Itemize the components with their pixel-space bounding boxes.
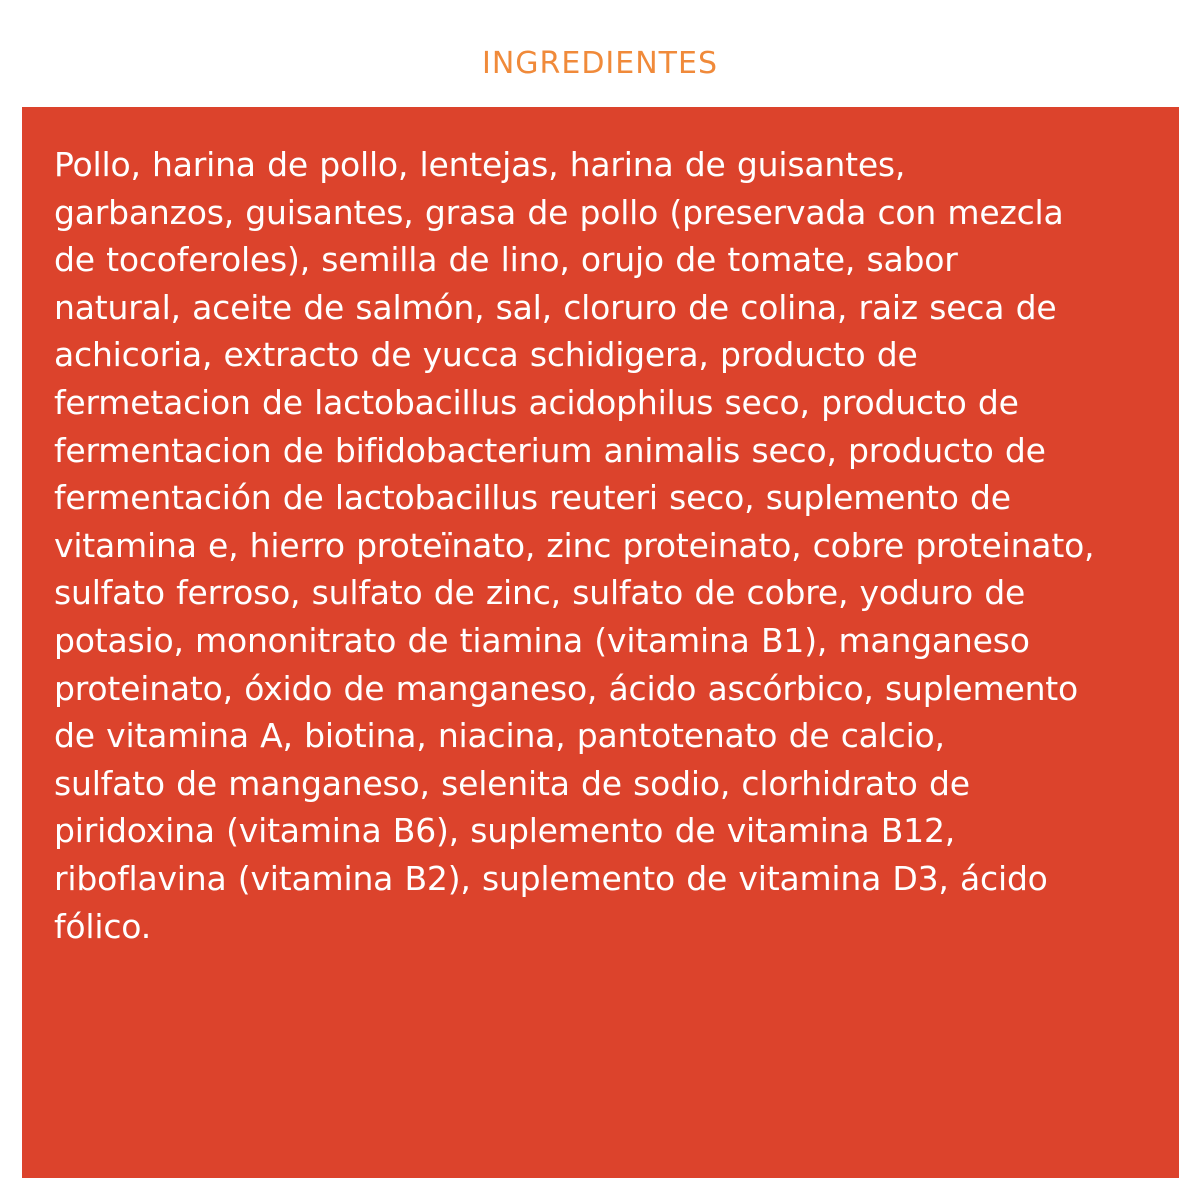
ingredients-line: natural, aceite de salmón, sal, cloruro de colina, raiz seca de — [54, 287, 1057, 327]
ingredients-line: Pollo, harina de pollo, lentejas, harina de guisantes, — [54, 145, 906, 184]
ingredients-panel — [22, 107, 1179, 1178]
ingredients-text — [54, 141, 1164, 950]
ingredients-line: piridoxina (vitamina B6), suplemento de vitamina B12, — [54, 811, 956, 851]
ingredients-line: fermentacion de bifidobacterium animalis seco, producto de — [54, 430, 1046, 470]
ingredients-line: achicoria, extracto de yucca schidigera, producto de — [54, 335, 918, 375]
ingredients-line: proteinato, óxido de manganeso, ácido ascórbico, suplemento — [54, 668, 1079, 708]
ingredients-line: de tocoferoles), semilla de lino, orujo de tomate, sabor — [54, 240, 958, 280]
ingredients-line: fermentación de lactobacillus reuteri seco, suplemento de — [54, 478, 1011, 518]
ingredients-line: potasio, mononitrato de tiamina (vitamina B1), manganeso — [54, 620, 1030, 660]
page-title: INGREDIENTES — [481, 46, 718, 81]
ingredients-line: fólico. — [54, 906, 151, 946]
ingredients-line: sulfato ferroso, sulfato de zinc, sulfato de cobre, yoduro de — [54, 573, 1026, 613]
ingredients-line: vitamina e, hierro proteïnato, zinc proteinato, cobre proteinato, — [54, 525, 1095, 565]
ingredients-line: garbanzos, guisantes, grasa de pollo (preservada con mezcla — [54, 192, 1064, 232]
ingredients-line: riboflavina (vitamina B2), suplemento de vitamina D3, ácido — [54, 858, 1048, 898]
ingredients-line: sulfato de manganeso, selenita de sodio, clorhidrato de — [54, 763, 970, 803]
ingredients-line: fermetacion de lactobacillus acidophilus seco, producto de — [54, 382, 1019, 422]
ingredients-line: de vitamina A, biotina, niacina, pantotenato de calcio, — [54, 716, 945, 756]
